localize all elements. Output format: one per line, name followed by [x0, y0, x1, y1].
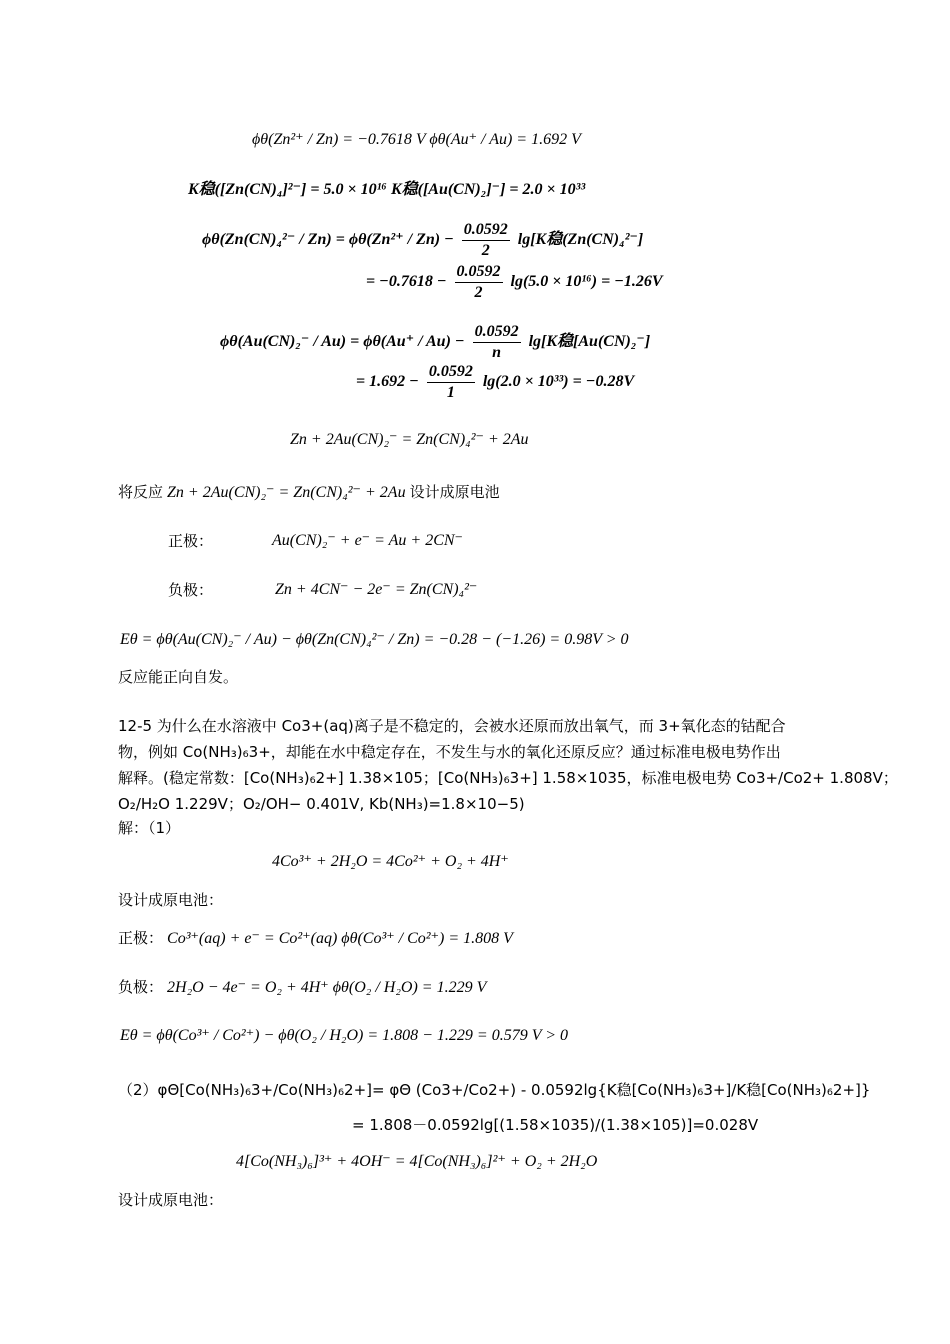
- fraction-numerator: 0.0592: [473, 322, 521, 343]
- co-cell-emf: Eθ = ϕθ(Co³⁺ / Co²⁺) − ϕθ(O₂ / H₂O) = 1.808 − 1.229 = 0.579 V > 0: [120, 1027, 568, 1044]
- phi-zn-cn-equation: [202, 220, 643, 261]
- phi-au-cn-left: ϕθ(Au(CN)₂⁻ / Au) = ϕθ(Au⁺ / Au) −: [220, 333, 465, 351]
- spontaneous-conclusion: 反应能正向自发。: [118, 668, 239, 686]
- result-left: = 1.692 −: [356, 373, 419, 391]
- phi-zn-cn-result: [366, 262, 663, 303]
- positive-electrode-line: [168, 531, 463, 552]
- sentence-suffix: 设计成原电池: [409, 483, 500, 501]
- negative-label: 负极：: [168, 581, 214, 599]
- phi-zn-cn-right: lg[K稳(Zn(CN)₄²⁻]: [517, 231, 644, 249]
- question-line-4: O₂/H₂O 1.229V；O₂/OH− 0.401V, Kb(NH₃)=1.8×10−5): [118, 795, 525, 813]
- sentence-prefix: 将反应: [118, 483, 164, 501]
- fraction-denominator: n: [492, 344, 502, 361]
- phi-au-cn-result: [356, 362, 634, 403]
- fraction: [455, 262, 503, 303]
- fraction-denominator: 1: [446, 384, 455, 401]
- cell-emf-equation: Eθ = ϕθ(Au(CN)₂⁻ / Au) − ϕθ(Zn(CN)₄²⁻ / Zn) = −0.28 − (−1.26) = 0.98V > 0: [120, 631, 629, 648]
- fraction: [462, 220, 510, 261]
- co-negative-line: [118, 977, 486, 998]
- fraction: [427, 362, 475, 403]
- positive-label: 正极：: [118, 929, 164, 947]
- fraction-numerator: 0.0592: [455, 262, 503, 283]
- sentence-equation: Zn + 2Au(CN)₂⁻ = Zn(CN)₄²⁻ + 2Au: [167, 484, 406, 501]
- negative-half-reaction: Zn + 4CN⁻ − 2e⁻ = Zn(CN)₄²⁻: [275, 581, 478, 598]
- complex-reaction: 4[Co(NH₃)₆]³⁺ + 4OH⁻ = 4[Co(NH₃)₆]²⁺ + O₂ + 2H₂O: [236, 1153, 598, 1170]
- cell-design-label-2: 设计成原电池：: [118, 1191, 224, 1209]
- phi-zn-au-standard: ϕθ(Zn²⁺ / Zn) = −0.7618 V ϕθ(Au⁺ / Au) = 1.692 V: [252, 131, 581, 148]
- question-line-1: 12-5 为什么在水溶液中 Co3+(aq)离子是不稳定的，会被水还原而放出氧气，而 3+氧化态的钴配合: [118, 717, 786, 735]
- co-negative-equation: 2H₂O − 4e⁻ = O₂ + 4H⁺ ϕθ(O₂ / H₂O) = 1.229 V: [167, 979, 487, 996]
- fraction: [473, 322, 521, 363]
- solution-heading: 解：（1）: [118, 819, 181, 837]
- phi-au-cn-right: lg[K稳[Au(CN)₂⁻]: [528, 333, 651, 351]
- part2-phi-expression: （2）φΘ[Co(NH₃)₆3+/Co(NH₃)₆2+]= φΘ (Co3+/Co2+) - 0.0592lg{K稳[Co(NH₃)₆3+]/K稳[Co(NH₃)₆2+]}: [118, 1081, 871, 1099]
- phi-zn-cn-left: ϕθ(Zn(CN)₄²⁻ / Zn) = ϕθ(Zn²⁺ / Zn) −: [202, 231, 454, 249]
- cell-design-label-1: 设计成原电池：: [118, 891, 224, 909]
- result-right: lg(5.0 × 10¹⁶) = −1.26V: [510, 273, 663, 291]
- result-left: = −0.7618 −: [366, 273, 447, 291]
- fraction-denominator: 2: [474, 284, 483, 301]
- co3-water-reaction: 4Co³⁺ + 2H₂O = 4Co²⁺ + O₂ + 4H⁺: [272, 853, 509, 870]
- question-line-2: 物，例如 Co(NH₃)₆3+，却能在水中稳定存在，不发生与水的氧化还原反应？通过标准电极电势作出: [118, 743, 781, 761]
- overall-reaction: Zn + 2Au(CN)₂⁻ = Zn(CN)₄²⁻ + 2Au: [290, 431, 529, 448]
- part2-phi-result: = 1.808－0.0592lg[(1.58×1035)/(1.38×105)]=0.028V: [352, 1116, 759, 1134]
- fraction-numerator: 0.0592: [462, 220, 510, 241]
- positive-half-reaction: Au(CN)₂⁻ + e⁻ = Au + 2CN⁻: [272, 532, 463, 549]
- fraction-numerator: 0.0592: [427, 362, 475, 383]
- co-positive-equation: Co³⁺(aq) + e⁻ = Co²⁺(aq) ϕθ(Co³⁺ / Co²⁺) = 1.808 V: [167, 930, 513, 947]
- negative-label: 负极：: [118, 978, 164, 996]
- negative-electrode-line: [168, 580, 478, 601]
- fraction-denominator: 2: [481, 242, 490, 259]
- co-positive-line: [118, 928, 513, 949]
- cell-design-sentence: [118, 482, 500, 503]
- phi-au-cn-equation: [220, 322, 650, 363]
- result-right: lg(2.0 × 10³³) = −0.28V: [482, 373, 635, 391]
- k-stability-constants: K稳([Zn(CN)₄]²⁻] = 5.0 × 10¹⁶ K稳([Au(CN)₂]⁻] = 2.0 × 10³³: [188, 181, 586, 198]
- question-line-3: 解释。(稳定常数：[Co(NH₃)₆2+] 1.38×105；[Co(NH₃)₆3+] 1.58×1035，标准电极电势 Co3+/Co2+ 1.808V；: [118, 769, 898, 787]
- positive-label: 正极：: [168, 532, 214, 550]
